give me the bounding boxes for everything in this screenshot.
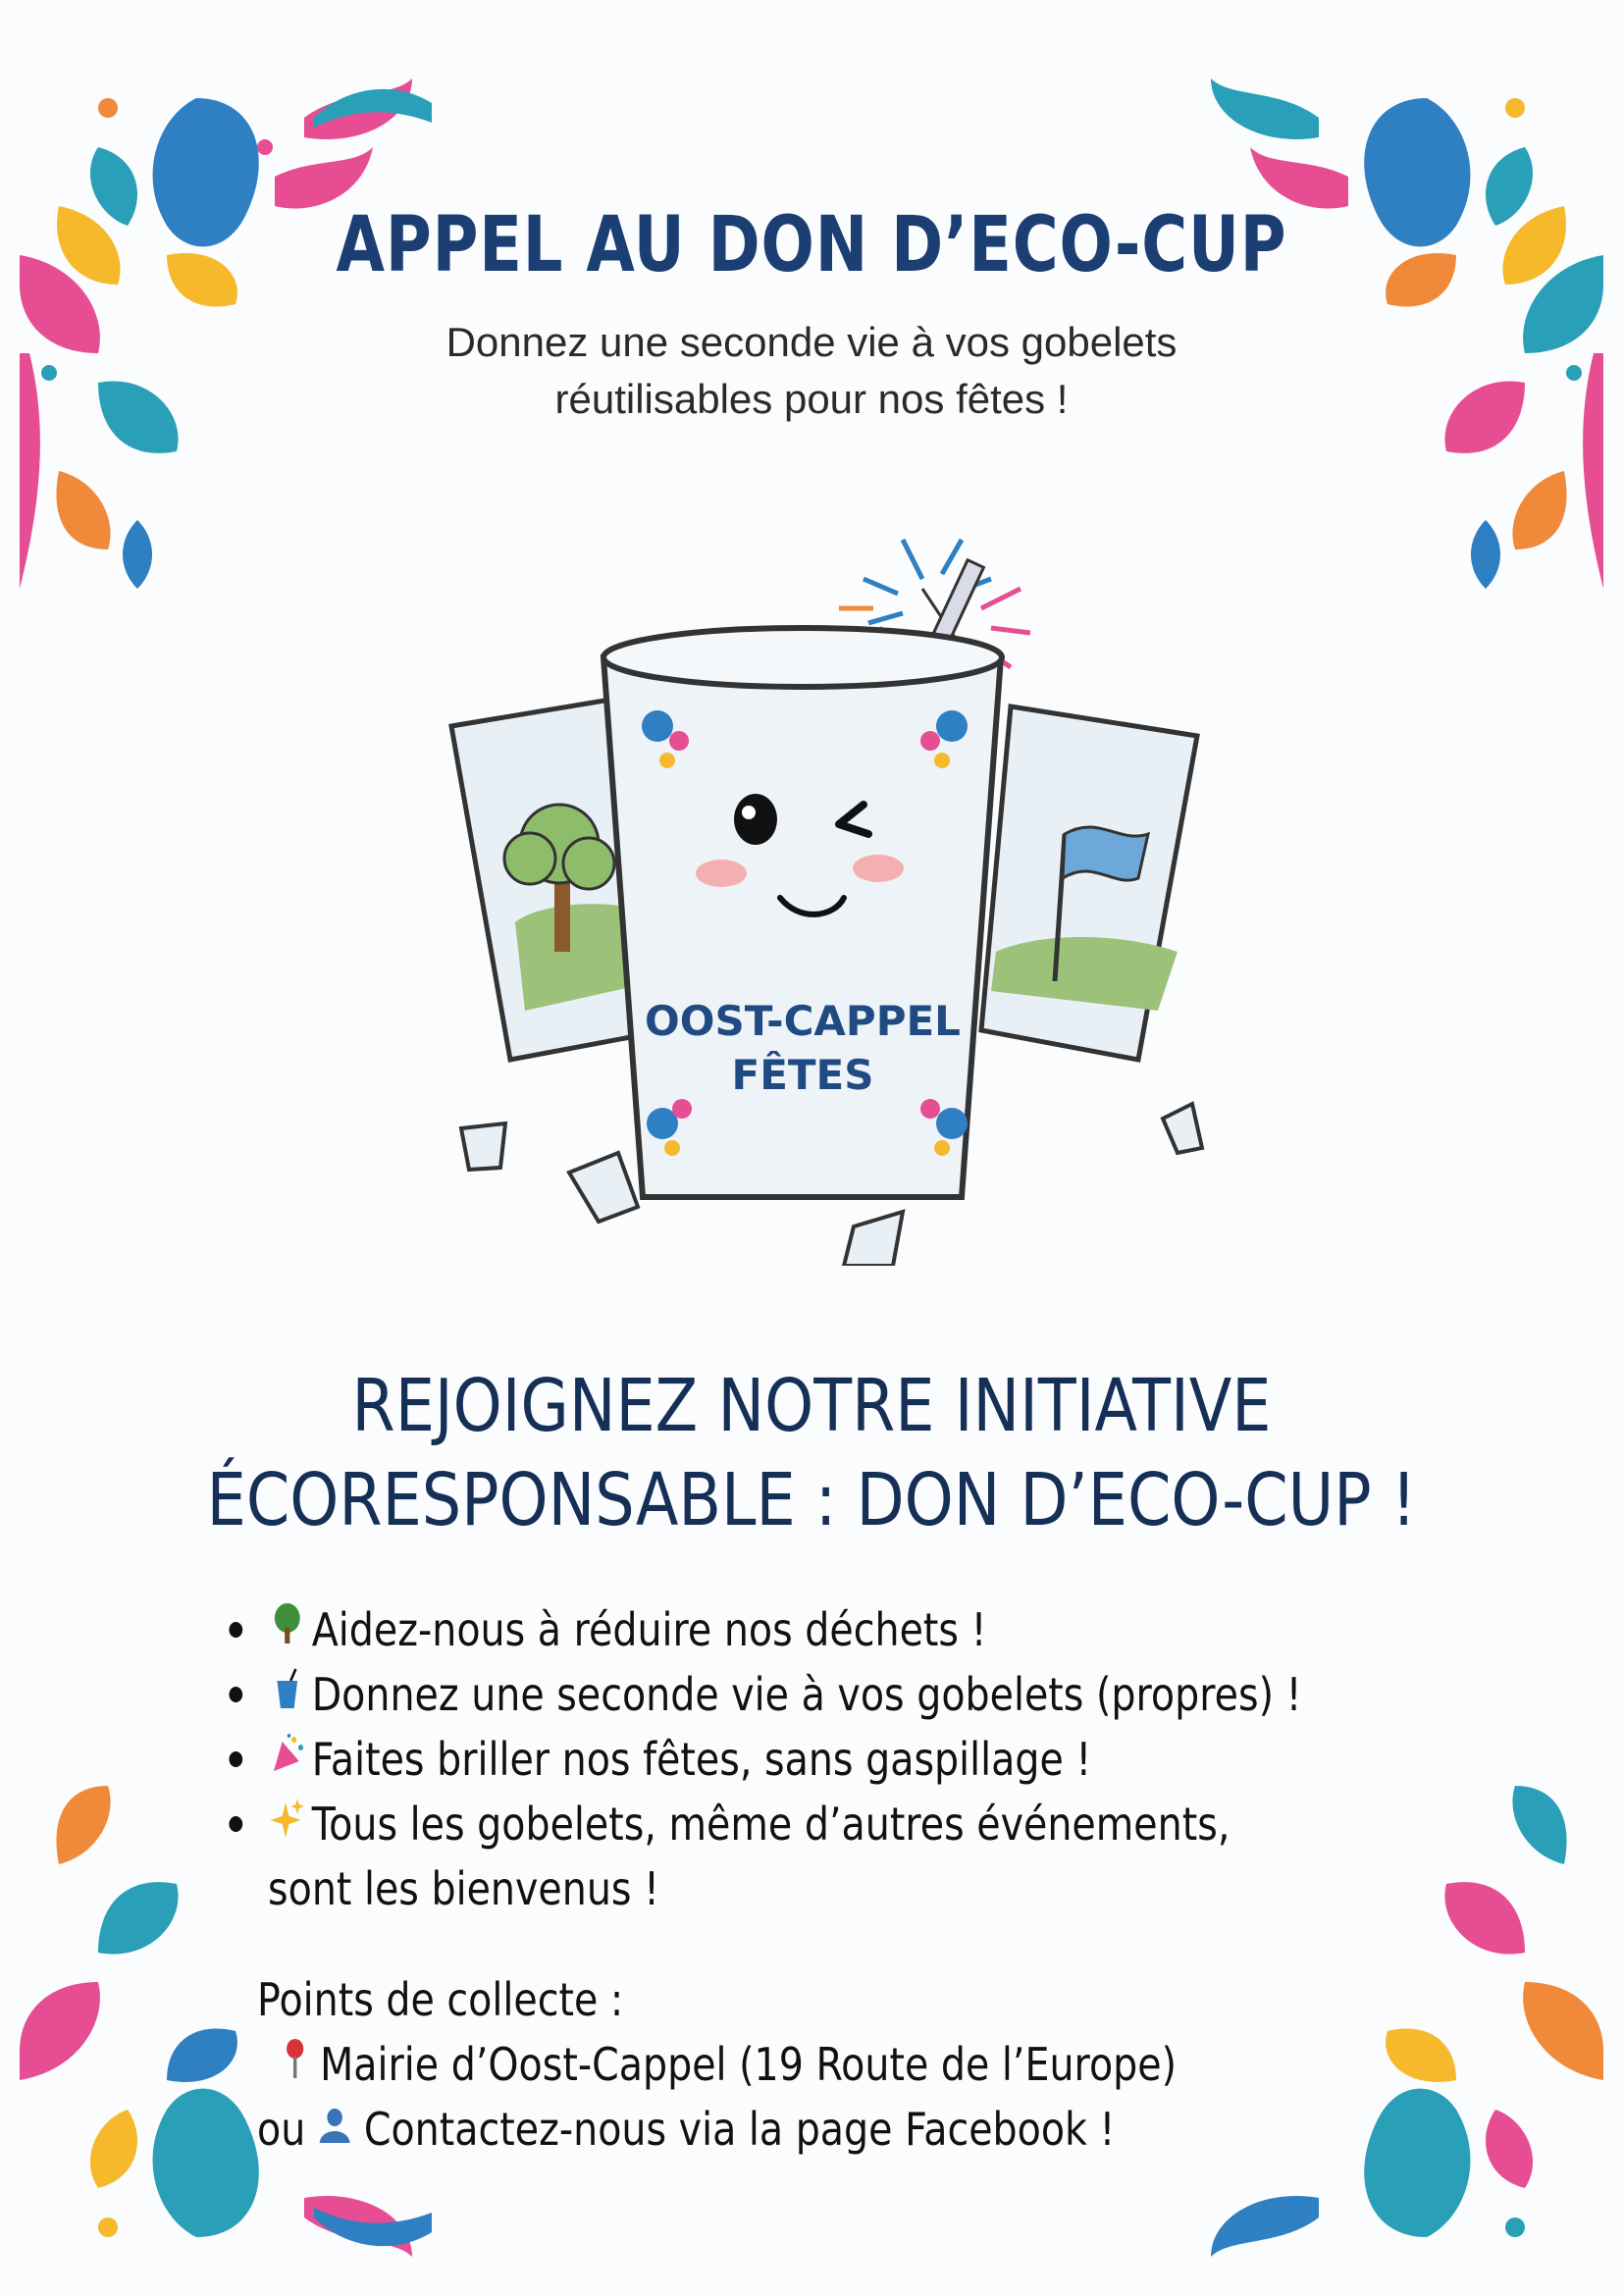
location-text: Mairie d’Oost-Cappel (19 Route de l’Europe) xyxy=(320,2038,1178,2091)
list-item xyxy=(226,1792,1356,1856)
initiative-headline xyxy=(114,1359,1509,1547)
cup-with-straw-icon xyxy=(268,1662,307,1727)
bullet-text: Aidez-nous à réduire nos déchets ! xyxy=(311,1603,987,1656)
bullet-text-continuation: sont les bienvenus ! xyxy=(268,1862,659,1915)
tree-icon xyxy=(268,1597,307,1662)
subtitle-line-1: Donnez une seconde vie à vos gobelets xyxy=(445,319,1178,365)
page-title: APPEL AU DON D’ECO-CUP xyxy=(336,201,1287,289)
bullet-text: Tous les gobelets, même d’autres événements, xyxy=(311,1798,1230,1851)
list-item xyxy=(226,1727,1356,1792)
collection-points xyxy=(257,1967,1533,2162)
list-item xyxy=(226,1662,1356,1727)
collection-heading: Points de collecte : xyxy=(257,1973,624,2026)
right-cup-flag-icon xyxy=(981,706,1197,1060)
collection-location xyxy=(257,2032,1354,2097)
bullet-text: Donnez une seconde vie à vos gobelets (propres) ! xyxy=(311,1668,1302,1721)
page-subtitle xyxy=(0,314,1623,428)
sparkles-icon xyxy=(268,1792,307,1856)
subtitle-line-2: réutilisables pour nos fêtes ! xyxy=(554,376,1069,422)
list-item xyxy=(226,1597,1356,1662)
party-popper-icon xyxy=(268,1727,307,1792)
headline-line-1: REJOIGNEZ NOTRE INITIATIVE xyxy=(351,1364,1272,1448)
bullet-text: Faites briller nos fêtes, sans gaspillage ! xyxy=(311,1733,1092,1786)
list-item-continuation xyxy=(226,1856,1356,1921)
eco-cup-illustration xyxy=(432,520,1217,1271)
cup-label-line-2: FÊTES xyxy=(731,1051,874,1099)
cup-label-line-1: OOST-CAPPEL xyxy=(645,997,961,1045)
collection-contact xyxy=(257,2097,1354,2162)
or-label: ou xyxy=(257,2103,306,2156)
main-cup-mascot xyxy=(603,628,1002,1197)
headline-line-2: ÉCORESPONSABLE : DON D’ECO-CUP ! xyxy=(206,1458,1417,1542)
benefits-list xyxy=(226,1597,1541,1921)
person-icon xyxy=(318,2103,364,2156)
pin-icon xyxy=(283,2038,320,2091)
contact-text: Contactez-nous via la page Facebook ! xyxy=(363,2103,1116,2156)
